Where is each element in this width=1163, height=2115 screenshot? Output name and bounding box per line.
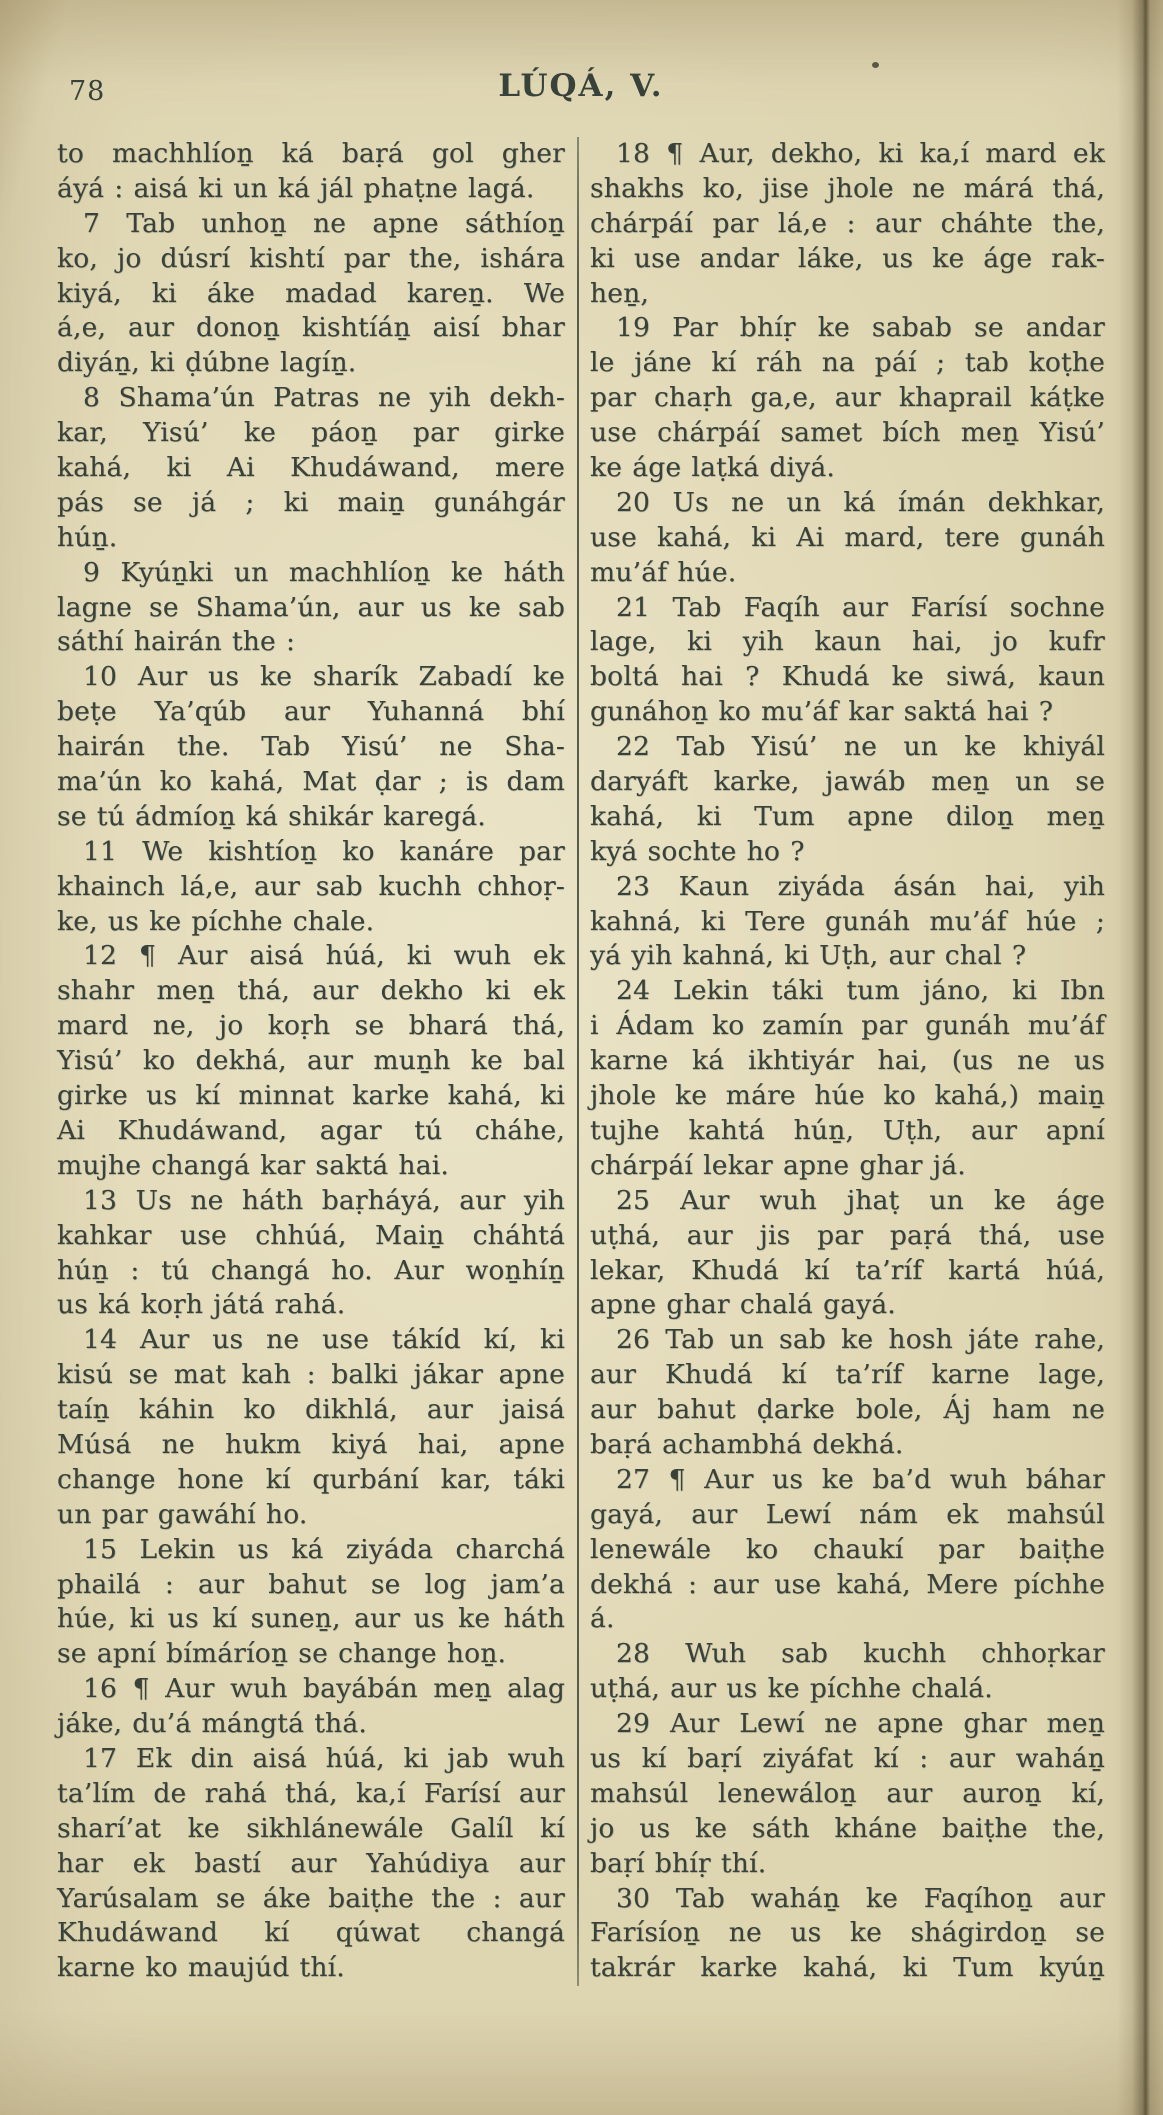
text-line: har ek bastí aur Yahúdiya aur: [57, 1847, 565, 1879]
text-line: aur bahut ḍarke bole, Áj ham ne: [590, 1394, 1105, 1426]
text-line: Yarúsalam se áke baiṭhe the : aur: [57, 1882, 565, 1914]
verse-start-line: 25 Aur wuh jhaṭ un ke áge: [616, 1184, 1105, 1216]
text-line: kahá, ki Ai Khudáwand, mere: [57, 452, 565, 484]
page-number: 78: [69, 76, 106, 107]
text-line: jáke, du’á mángtá thá.: [57, 1708, 367, 1740]
text-line: kahkar use chhúá, Maiṉ cháhtá: [57, 1219, 565, 1251]
text-line: mard ne, jo koṛh se bhará thá,: [57, 1010, 565, 1042]
text-line: hairán the. Tab Yisú’ ne Sha-: [57, 731, 565, 763]
text-line: aur Khudá kí ta’ríf karne lage,: [590, 1359, 1105, 1391]
column-divider: [577, 137, 579, 1986]
text-line: un par gawáhí ho.: [57, 1498, 308, 1530]
text-line: baṛí bhíṛ thí.: [590, 1847, 767, 1879]
verse-start-line: 10 Aur us ke sharík Zabadí ke: [83, 661, 565, 693]
text-line: us ká koṛh játá rahá.: [57, 1289, 346, 1321]
text-line: lage, ki yih kaun hai, jo kufr: [590, 626, 1105, 658]
text-line: uṭhá, aur us ke píchhe chalá.: [590, 1673, 993, 1705]
text-block: [57, 137, 1105, 1986]
verse-start-line: 14 Aur us ne use tákíd kí, ki: [83, 1324, 565, 1356]
verse-start-line: 11 We kishtíoṉ ko kanáre par: [83, 835, 565, 867]
text-line: húṉ : tú changá ho. Aur woṉhíṉ: [57, 1254, 565, 1286]
text-line: change hone kí qurbání kar, táki: [57, 1463, 565, 1495]
verse-start-line: 13 Us ne háth baṛháyá, aur yih: [83, 1184, 565, 1216]
verse-start-line: 20 Us ne un ká ímán dekhkar,: [616, 486, 1105, 518]
text-line: takrár karke kahá, ki Tum kyúṉ: [590, 1952, 1105, 1984]
page-title: LÚQÁ, V.: [498, 68, 664, 104]
text-line: karne ko maujúd thí.: [57, 1952, 345, 1984]
text-line: i Ádam ko zamín par gunáh mu’áf: [590, 1010, 1105, 1042]
text-line: ta’lím de rahá thá, ka,í Farísí aur: [57, 1777, 565, 1809]
verse-start-line: 24 Lekin táki tum jáno, ki Ibn: [616, 975, 1105, 1007]
verse-start-line: 26 Tab un sab ke hosh játe rahe,: [616, 1324, 1105, 1356]
text-line: mujhe changá kar saktá hai.: [57, 1149, 449, 1181]
right-column: [590, 137, 1105, 1986]
text-line: heṉ,: [590, 277, 650, 309]
verse-start-line: 17 Ek din aisá húá, ki jab wuh: [83, 1742, 565, 1774]
text-line: baṛá achambhá dekhá.: [590, 1428, 904, 1460]
text-line: khainch lá,e, aur sab kuchh chhoṛ-: [57, 870, 565, 902]
text-line: le jáne kí ráh na páí ; tab koṭhe: [590, 347, 1105, 379]
verse-start-line: 21 Tab Faqíh aur Farísí sochne: [616, 591, 1105, 623]
text-line: karne ká ikhtiyár hai, (us ne us: [590, 1045, 1105, 1077]
text-line: ma’ún ko kahá, Mat ḍar ; is dam: [57, 766, 565, 798]
text-line: pás se já ; ki maiṉ gunáhgár: [57, 486, 565, 518]
text-line: daryáft karke, jawáb meṉ un se: [590, 766, 1105, 798]
text-line: girke us kí minnat karke kahá, ki: [57, 1080, 565, 1112]
text-line: kyá sochte ho ?: [590, 835, 805, 867]
text-line: lekar, Khudá kí ta’ríf kartá húá,: [590, 1254, 1105, 1286]
verse-start-line: 16 ¶ Aur wuh bayábán meṉ alag: [83, 1673, 565, 1705]
text-line: uṭhá, aur jis par paṛá thá, use: [590, 1219, 1105, 1251]
verse-start-line: 7 Tab unhoṉ ne apne sáthíoṉ: [83, 207, 565, 239]
text-line: use kahá, ki Ai mard, tere gunáh: [590, 521, 1105, 553]
text-line: se apní bímáríoṉ se change hoṉ.: [57, 1638, 507, 1670]
text-line: par chaṛh ga,e, aur khaprail káṭke: [590, 382, 1105, 414]
text-line: jo us ke sáth kháne baiṭhe the,: [590, 1812, 1105, 1844]
text-line: kahá, ki Tum apne diloṉ meṉ: [590, 800, 1105, 832]
left-column: [57, 137, 565, 1986]
text-line: á.: [590, 1603, 615, 1635]
text-line: mu’áf húe.: [590, 556, 737, 588]
page-header: [57, 68, 1105, 112]
text-line: kisú se mat kah : balki jákar apne: [57, 1359, 565, 1391]
text-line: dekhá : aur use kahá, Mere píchhe: [590, 1568, 1105, 1600]
text-line: to machhlíoṉ ká baṛá gol gher: [57, 138, 565, 169]
text-line: sáthí hairán the :: [57, 626, 296, 658]
text-line: ke, us ke píchhe chale.: [57, 905, 375, 937]
verse-start-line: 18 ¶ Aur, dekho, ki ka,í mard ek: [616, 138, 1105, 169]
text-line: sharí’at ke sikhlánewále Galíl kí: [57, 1812, 565, 1844]
text-line: mahsúl lenewáloṉ aur auroṉ kí,: [590, 1777, 1105, 1809]
verse-start-line: 29 Aur Lewí ne apne ghar meṉ: [616, 1708, 1105, 1740]
text-line: shahr meṉ thá, aur dekho ki ek: [57, 975, 565, 1007]
page-gutter-shadow: [1117, 0, 1163, 2115]
text-line: us kí baṛí ziyáfat kí : aur waháṉ: [590, 1742, 1105, 1774]
text-line: áyá : aisá ki un ká jál phaṭne lagá.: [57, 172, 535, 204]
verse-start-line: 28 Wuh sab kuchh chhoṛkar: [616, 1638, 1105, 1670]
text-line: kiyá, ki áke madad kareṉ. We: [57, 277, 565, 309]
text-line: Khudáwand kí qúwat changá: [57, 1917, 565, 1949]
text-line: Músá ne hukm kiyá hai, apne: [57, 1428, 565, 1460]
verse-start-line: 23 Kaun ziyáda ásán hai, yih: [616, 870, 1105, 902]
text-line: kahná, ki Tere gunáh mu’áf húe ;: [590, 905, 1105, 937]
verse-start-line: 12 ¶ Aur aisá húá, ki wuh ek: [83, 940, 565, 972]
verse-start-line: 19 Par bhíṛ ke sabab se andar: [616, 312, 1105, 344]
text-line: húe, ki us kí suneṉ, aur us ke háth: [57, 1603, 565, 1635]
text-line: phailá : aur bahut se log jam’a: [57, 1568, 565, 1600]
verse-start-line: 27 ¶ Aur us ke ba’d wuh báhar: [616, 1463, 1105, 1495]
text-line: boltá hai ? Khudá ke siwá, kaun: [590, 661, 1105, 693]
text-line: tujhe kahtá húṉ, Uṭh, aur apní: [590, 1114, 1105, 1146]
verse-start-line: 15 Lekin us ká ziyáda charchá: [83, 1533, 565, 1565]
text-line: apne ghar chalá gayá.: [590, 1289, 896, 1321]
text-line: Ai Khudáwand, agar tú cháhe,: [57, 1114, 565, 1146]
verse-start-line: 22 Tab Yisú’ ne un ke khiyál: [616, 731, 1105, 763]
text-line: gunáhoṉ ko mu’áf kar saktá hai ?: [590, 696, 1054, 728]
text-line: gayá, aur Lewí nám ek mahsúl: [590, 1498, 1105, 1530]
text-line: jhole ke máre húe ko kahá,) maiṉ: [590, 1080, 1105, 1112]
text-line: ke áge laṭká diyá.: [590, 452, 835, 484]
text-line: yá yih kahná, ki Uṭh, aur chal ?: [590, 940, 1027, 972]
text-line: lagne se Shama’ún, aur us ke sab: [57, 591, 565, 623]
text-line: Yisú’ ko dekhá, aur muṉh ke bal: [57, 1045, 565, 1077]
verse-start-line: 9 Kyúṉki un machhlíoṉ ke háth: [83, 556, 565, 588]
text-line: húṉ.: [57, 521, 118, 553]
text-line: lenewále ko chaukí par baiṭhe: [590, 1533, 1105, 1565]
text-line: use chárpáí samet bích meṉ Yisú’: [590, 417, 1105, 449]
text-line: chárpáí par lá,e : aur cháhte the,: [590, 207, 1105, 239]
text-line: ko, jo dúsrí kishtí par the, ishára: [57, 242, 565, 274]
text-line: chárpáí lekar apne ghar já.: [590, 1149, 966, 1181]
text-line: diyáṉ, ki ḍúbne lagíṉ.: [57, 347, 357, 379]
text-line: ki use andar láke, us ke áge rak-: [590, 242, 1105, 274]
text-line: se tú ádmíoṉ ká shikár karegá.: [57, 800, 486, 832]
text-line: Farísíoṉ ne us ke shágirdoṉ se: [590, 1917, 1105, 1949]
text-line: shakhs ko, jise jhole ne márá thá,: [590, 172, 1105, 204]
text-line: taíṉ káhin ko dikhlá, aur jaisá: [57, 1394, 565, 1426]
ink-speck: [872, 62, 879, 68]
text-line: á,e, aur donoṉ kishtíáṉ aisí bhar: [57, 312, 565, 344]
verse-start-line: 30 Tab waháṉ ke Faqíhoṉ aur: [616, 1882, 1105, 1914]
text-line: beṭe Ya’qúb aur Yuhanná bhí: [57, 696, 565, 728]
verse-start-line: 8 Shama’ún Patras ne yih dekh-: [83, 382, 565, 414]
text-line: kar, Yisú’ ke páoṉ par girke: [57, 417, 565, 449]
